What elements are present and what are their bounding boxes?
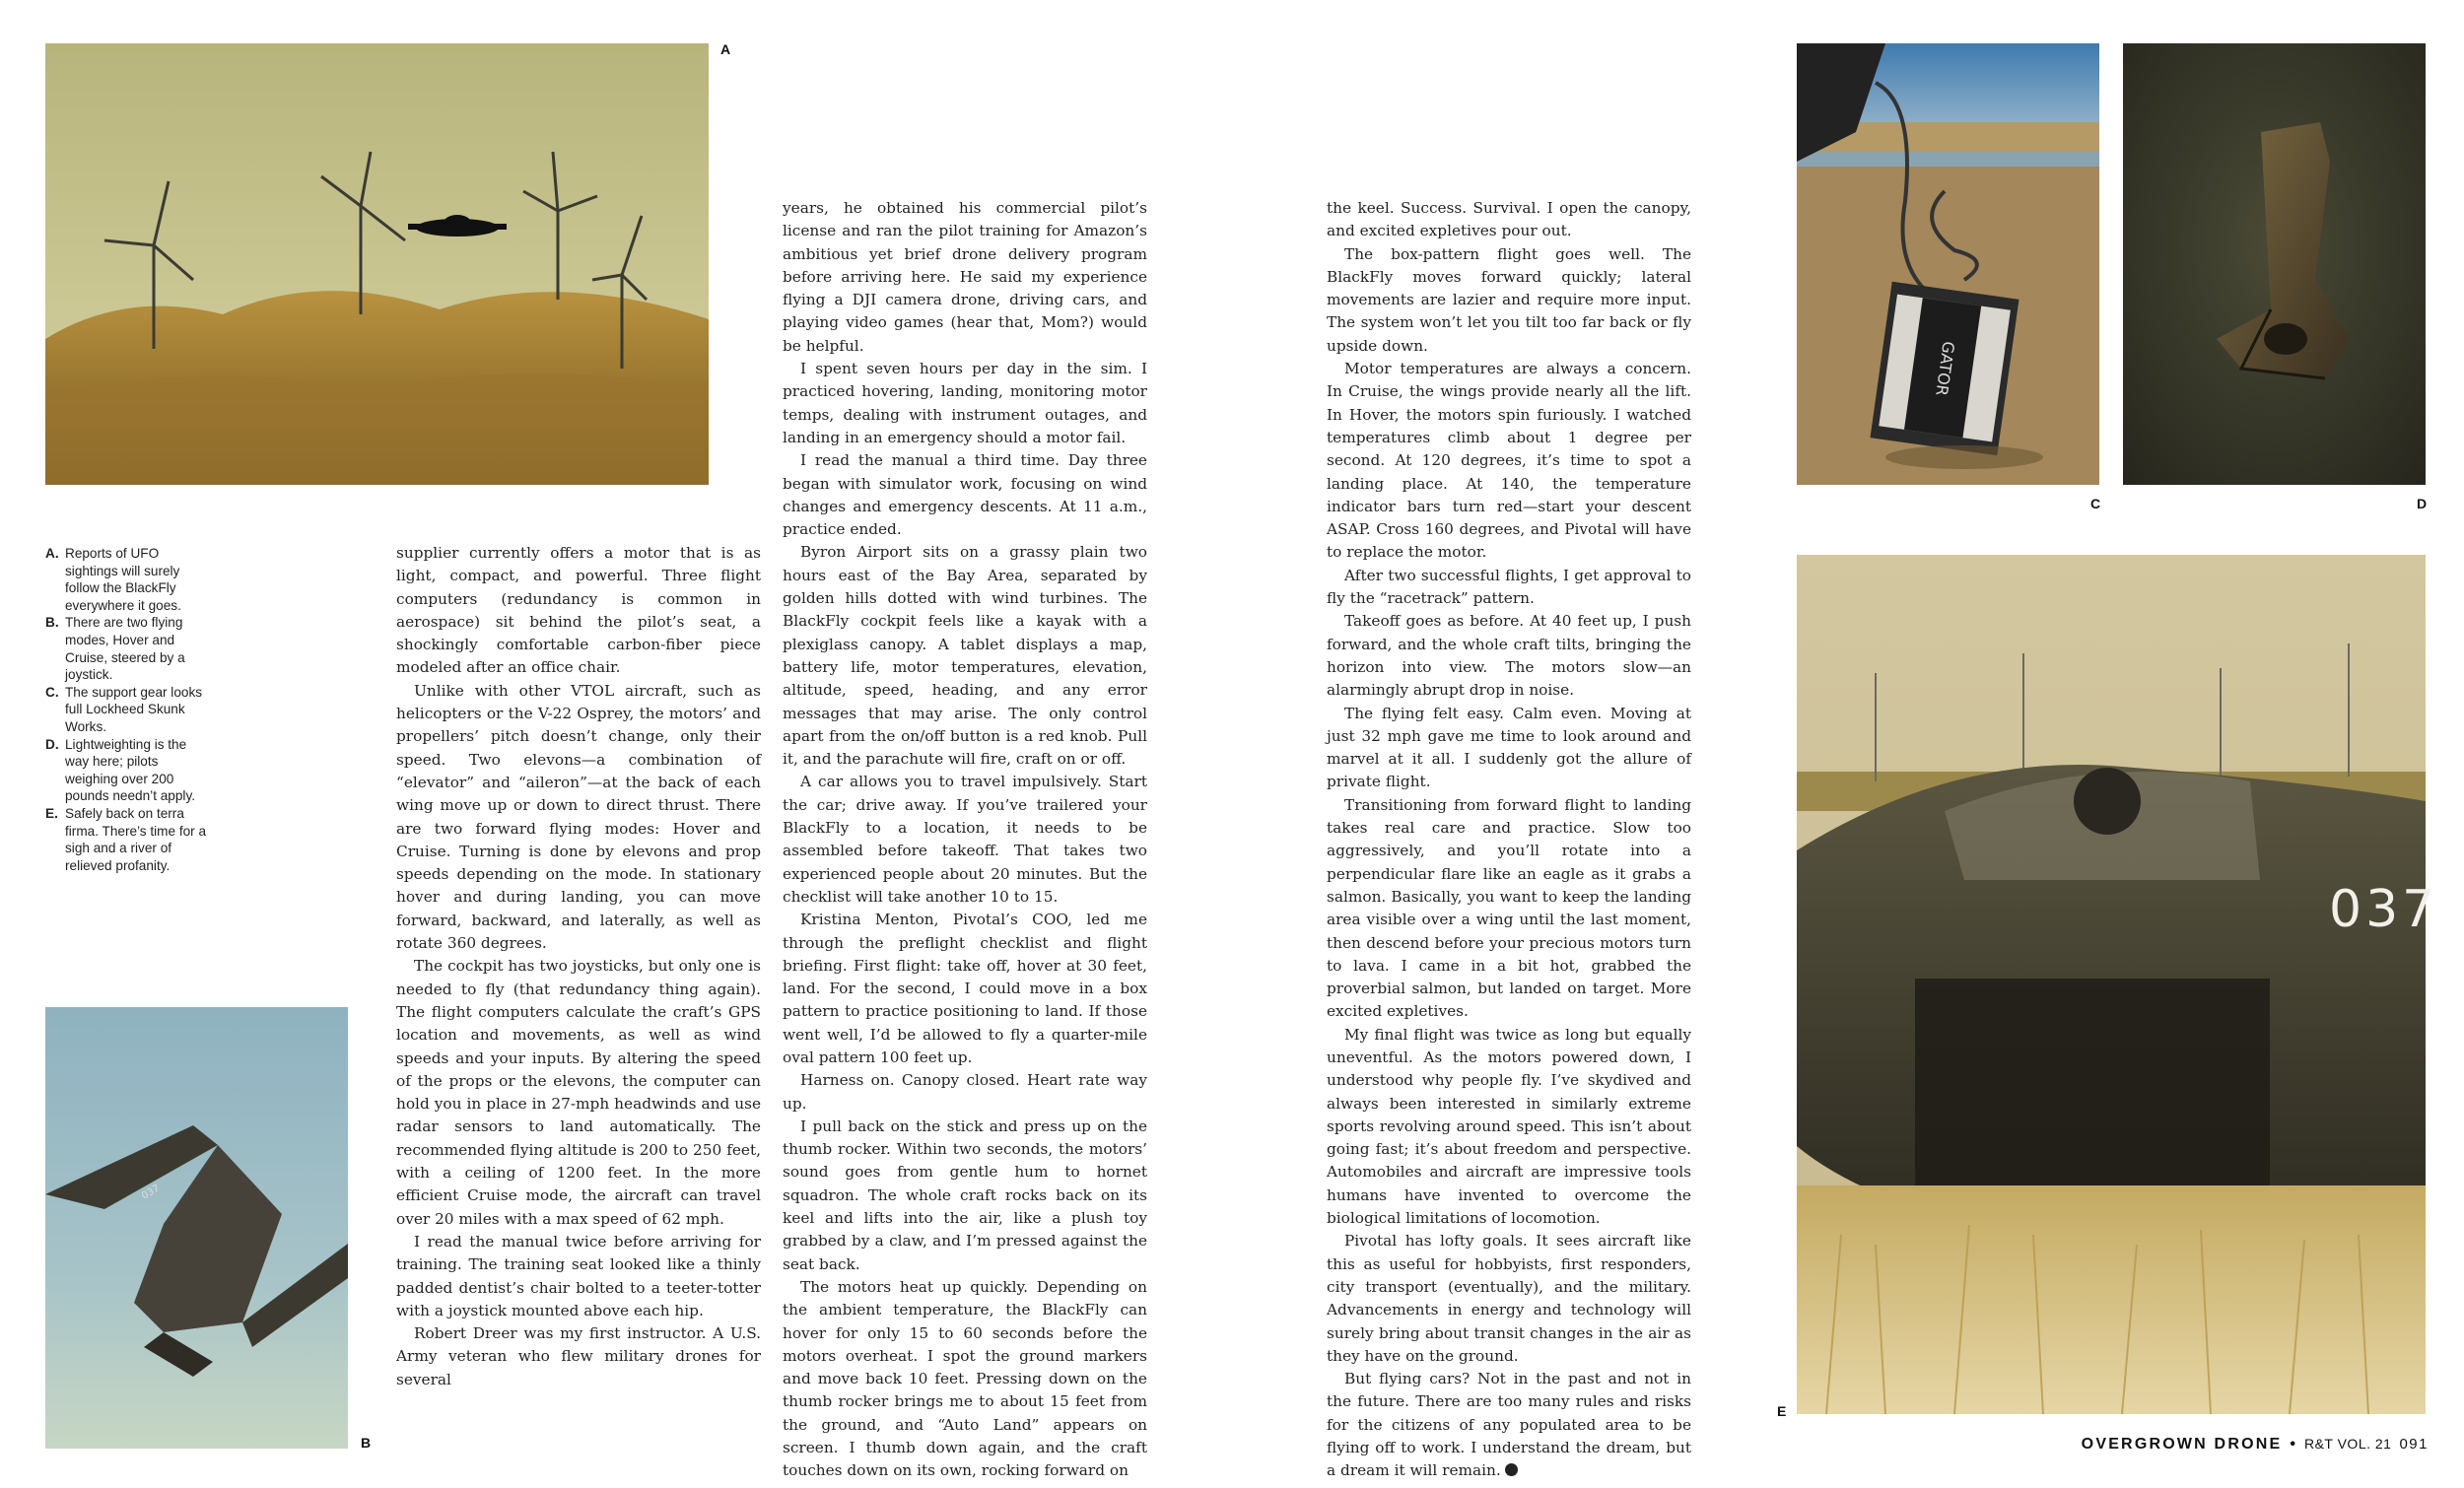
svg-text:GATOR: GATOR <box>1932 340 1958 397</box>
paragraph: Transitioning from forward flight to landing takes real care and practice. Slow too aggressively, and you’ll rotate into a perpendicular flare like an eagle as it grabs a salmon. Basically, you want to keep the landing area visible over a wing until the last moment, then descend before your precious motors turn to lava. I came in a bit hot, grabbed the proverbial salmon, but landed on target. More excited expletives. <box>1327 795 1691 1021</box>
photo-c-support-gear <box>1797 43 2099 485</box>
paragraph: years, he obtained his commercial pilot’s license and ran the pilot training for Amazon’s ambitious yet brief drone delivery program before arriving here. He said my experience flying a DJI camera drone, driving cars, and playing video games (hear that, Mom?) would be helpful. <box>783 199 1147 355</box>
paragraph: I spent seven hours per day in the sim. I practiced hovering, landing, monitoring motor temps, dealing with instrument outages, and landing in an emergency should a motor fail. <box>783 360 1147 446</box>
photo-label-e: E <box>1777 1403 1787 1419</box>
paragraph: The motors heat up quickly. Depending on the ambient temperature, the BlackFly can hover for only 15 to 60 seconds before the motors overheat. I spot the ground markers and move back 10 feet. Pressing down on the thumb rocker brings me to about 15 feet from the ground, and “Auto Land” appears on screen. I thumb down again, and the craft touches down on its own, rocking forward on <box>783 1277 1147 1480</box>
caption-e: E. Safely back on terra firma. There’s time for a sigh and a river of relieved profanity. <box>45 805 207 873</box>
photo-b-aircraft-from-below <box>45 1007 348 1449</box>
paragraph: After two successful flights, I get approval to fly the “racetrack” pattern. <box>1327 566 1691 608</box>
paragraph: Motor temperatures are always a concern. In Cruise, the wings provide nearly all the lift. In Hover, the motors spin furiously. I watched temperatures climb about 1 degree per second. At 120 degrees, it’s time to spot a landing place. At 140, the temperature indicator bars turn red—start your descent ASAP. Cross 160 degrees, and Pivotal will have to replace the motor. <box>1327 360 1691 562</box>
caption-c: C. The support gear looks full Lockheed Skunk Works. <box>45 684 203 734</box>
body-column-1 <box>396 542 761 1391</box>
paragraph: My final flight was twice as long but equally uneventful. As the motors powered down, I understood why people fly. I’ve skydived and always been interested in similarly extreme sports revolving around speed. This isn’t about going fast; it’s about freedom and perspective. Automobiles and aircraft are impressive tools humans have invented to overcome the biological limitations of locomotion. <box>1327 1025 1691 1228</box>
paragraph: The flying felt easy. Calm even. Moving at just 32 mph gave me time to look around and marvel at it all. I suddenly got the allure of private flight. <box>1327 704 1691 791</box>
paragraph: I read the manual twice before arriving for training. The training seat looked like a thinly padded dentist’s chair bolted to a teeter-totter with a joystick mounted above each hip. <box>396 1232 761 1319</box>
magazine-issue: R&T VOL. 21 <box>2303 1436 2392 1452</box>
photo-a-drone-wind-turbines <box>45 43 709 485</box>
paragraph: Unlike with other VTOL aircraft, such as helicopters or the V-22 Osprey, the motors’ and propellers’ pitch doesn’t change, only their speed. Two elevons—a combination of “elevator” and “aileron”—at the back of each wing move up or down to direct thrust. There are two forward flying modes: Hover and Cruise. Turning is done by elevons and prop speeds depending on the mode. In stationary hover and during landing, you can move forward, backward, and laterally, as well as rotate 360 degrees. <box>396 681 761 953</box>
bullet-separator: • <box>2290 1436 2296 1453</box>
paragraph: Takeoff goes as before. At 40 feet up, I push forward, and the whole craft tilts, bringing the horizon into view. The motors slow—an alarmingly abrupt drop in noise. <box>1327 612 1691 700</box>
caption-d: D. Lightweighting is the way here; pilots weighing over 200 pounds needn’t apply. <box>45 736 196 804</box>
paragraph: Byron Airport sits on a grassy plain two hours east of the Bay Area, separated by golden hills dotted with wind turbines. The BlackFly cockpit feels like a kayak with a plexiglass canopy. A tablet displays a map, battery life, motor temperatures, elevation, altitude, speed, heading, and any error messages that may arise. The only control apart from the on/off button is a red knob. Pull it, and the parachute will fire, craft on or off. <box>783 543 1147 769</box>
photo-d-lightweight-seat <box>2123 43 2426 485</box>
page-number: 091 <box>2399 1436 2429 1453</box>
section-title: OVERGROWN DRONE <box>2081 1436 2283 1453</box>
paragraph: Harness on. Canopy closed. Heart rate way up. <box>783 1071 1147 1113</box>
paragraph: the keel. Success. Survival. I open the canopy, and excited expletives pour out. <box>1327 199 1691 240</box>
caption-a: A. Reports of UFO sightings will surely follow the BlackFly everywhere it goes. <box>45 546 181 613</box>
photo-captions <box>45 545 208 874</box>
paragraph: The box-pattern flight goes well. The BlackFly moves forward quickly; lateral movements are lazier and require more input. The system won’t let you tilt too far back or fly upside down. <box>1327 244 1691 355</box>
end-mark-icon <box>1505 1463 1518 1476</box>
paragraph: I pull back on the stick and press up on the thumb rocker. Within two seconds, the motors’ sound goes from gentle hum to hornet squadron. The whole craft rocks back on its keel and lifts into the air, like a plush toy grabbed by a claw, and I’m pressed against the seat back. <box>783 1116 1147 1273</box>
caption-b: B. There are two flying modes, Hover and Cruise, steered by a joystick. <box>45 615 185 683</box>
paragraph: Robert Dreer was my first instructor. A U.S. Army veteran who flew military drones for several <box>396 1324 761 1388</box>
photo-label-a: A <box>720 41 731 57</box>
body-column-2 <box>783 197 1147 1483</box>
paragraph: Kristina Menton, Pivotal’s COO, led me through the preflight checklist and flight briefing. First flight: take off, hover at 30 feet, land. For the second, I could move in a box pattern to practice positioning to land. If those went well, I’d be allowed to fly a quarter-mile oval pattern 100 feet up. <box>783 911 1147 1066</box>
paragraph: supplier currently offers a motor that is as light, compact, and powerful. Three flight computers (redundancy is common in aerospace) sit behind the pilot’s seat, a shockingly comfortable carbon-fiber piece modeled after an office chair. <box>396 544 761 677</box>
photo-label-c: C <box>2090 496 2101 511</box>
paragraph: A car allows you to travel impulsively. Start the car; drive away. If you’ve trailered your BlackFly to a location, it needs to be assembled before takeoff. That takes two experienced people about 20 minutes. But the checklist will take another 10 to 15. <box>783 773 1147 906</box>
aircraft-number: 037 <box>2329 880 2439 939</box>
photo-label-b: B <box>361 1435 372 1451</box>
page-footer <box>2082 1436 2429 1454</box>
body-column-3 <box>1327 197 1691 1483</box>
photo-e-aircraft-landed <box>1797 555 2439 1414</box>
paragraph: The cockpit has two joysticks, but only one is needed to fly (that redundancy thing again). The flight computers calculate the craft’s GPS location and movements, as well as wind speeds and your inputs. By altering the speed of the props or the elevons, the computer can hold you in place in 27-mph headwinds and use radar sensors to land automatically. The recommended flying altitude is 200 to 250 feet, with a ceiling of 1200 feet. In the more efficient Cruise mode, the aircraft can travel over 20 miles with a max speed of 62 mph. <box>396 957 761 1228</box>
paragraph: Pivotal has lofty goals. It sees aircraft like this as useful for hobbyists, first responders, city transport (eventually), and the military. Advancements in energy and technology will surely bring about transit changes in the air as they have on the ground. <box>1327 1232 1691 1365</box>
paragraph: I read the manual a third time. Day three began with simulator work, focusing on wind changes and emergency descents. At 11 a.m., practice ended. <box>783 451 1147 539</box>
photo-label-d: D <box>2417 496 2428 511</box>
svg-text:037: 037 <box>140 1183 163 1202</box>
final-paragraph: But flying cars? Not in the past and not in the future. There are too many rules and risks for the citizens of any populated area to be flying off to work. I understand the dream, but a dream it will remain. <box>1327 1370 1691 1480</box>
